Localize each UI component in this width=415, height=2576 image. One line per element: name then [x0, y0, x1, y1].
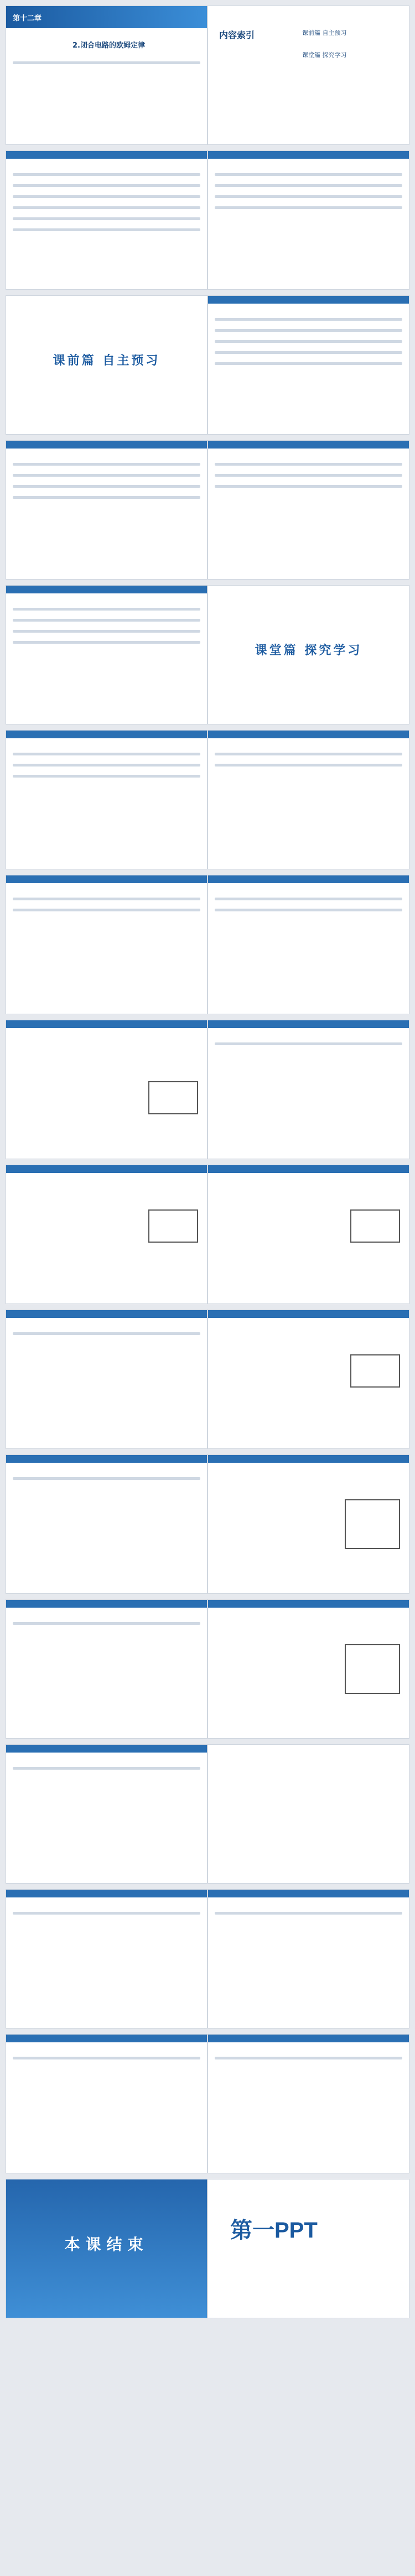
text-line: [215, 909, 402, 911]
section-explore-title: 课堂篇 探究学习: [255, 643, 362, 658]
text-line: [13, 217, 200, 220]
contents-item-preview[interactable]: 课前篇 自主预习: [302, 29, 347, 36]
text-line: [215, 351, 402, 354]
text-line: [13, 206, 200, 209]
slide-bar: [6, 1745, 207, 1753]
lesson-title: 2.闭合电路的欧姆定律: [72, 41, 145, 50]
circuit-diagram: [350, 1209, 400, 1243]
self-test-slide: [6, 585, 208, 724]
text-line: [13, 775, 200, 778]
text-line: [215, 195, 402, 198]
text-line: [13, 195, 200, 198]
slide-bar: [208, 2035, 409, 2042]
text-line: [215, 485, 402, 488]
circuit-diagram: [148, 1081, 198, 1114]
text-line: [13, 485, 200, 488]
end-title: 本课结束: [64, 2235, 149, 2254]
text-line: [13, 1477, 200, 1480]
slide-bar: [6, 1020, 207, 1028]
slide-bar: [6, 151, 207, 159]
text-line: [13, 1332, 200, 1335]
text-line: [215, 764, 402, 766]
text-line: [13, 619, 200, 622]
practice-slide-2: [208, 1889, 409, 2029]
text-line: [215, 898, 402, 900]
slide-bar: [208, 1600, 409, 1608]
blank-slide: [208, 1744, 409, 1884]
practice-slide-1: [6, 1889, 208, 2029]
text-line: [215, 329, 402, 332]
text-line: [215, 1042, 402, 1045]
practice-slide-3: [6, 2034, 208, 2173]
text-line: [13, 2057, 200, 2059]
slide-bar: [208, 151, 409, 159]
text-line: [215, 362, 402, 365]
cover-slide: [6, 6, 208, 145]
text-line: [215, 753, 402, 755]
ui-graph: [345, 1499, 400, 1549]
circuit-slide-4: [208, 1165, 409, 1304]
text-line: [215, 184, 402, 187]
chapter-label: 第十二章: [13, 14, 42, 22]
graph-slide-1: [208, 1454, 409, 1594]
slide-bar: [6, 875, 207, 883]
slide-bar: [6, 441, 207, 449]
text-line: [215, 2057, 402, 2059]
example-slide-5: [6, 1599, 208, 1739]
explore-section-slide: [208, 585, 409, 724]
slide-bar: [6, 2035, 207, 2042]
text-line: [13, 764, 200, 766]
text-line: [13, 173, 200, 176]
ad-slide: [208, 2179, 409, 2318]
slide-bar: [6, 1600, 207, 1608]
summary-slide: [6, 1744, 208, 1884]
text-line: [215, 1912, 402, 1915]
slide-bar: [208, 1310, 409, 1318]
graph-slide-2: [208, 1599, 409, 1739]
section-preview-title: 课前篇 自主预习: [53, 353, 160, 368]
ui-graph: [345, 1644, 400, 1694]
end-slide: [6, 2179, 208, 2318]
text-line: [13, 641, 200, 644]
text-line: [13, 61, 200, 64]
text-line: [13, 753, 200, 755]
slide-bar: [6, 731, 207, 738]
slide-bar: [6, 586, 207, 593]
example-slide-2: [208, 730, 409, 869]
text-line: [215, 340, 402, 343]
slide-bar: [6, 1165, 207, 1173]
slide-bar: [208, 1165, 409, 1173]
practice-slide-4: [208, 2034, 409, 2173]
slide-bar: [208, 1455, 409, 1463]
text-line: [13, 463, 200, 466]
example-slide-3: [6, 875, 208, 1014]
contents-slide: [208, 6, 409, 145]
emf-slide: [208, 295, 409, 435]
cover-banner: [6, 6, 207, 28]
text-line: [13, 184, 200, 187]
goals-slide: [6, 150, 208, 290]
text-line: [13, 474, 200, 477]
text-line: [13, 608, 200, 611]
text-line: [13, 496, 200, 499]
slide-bar: [6, 1310, 207, 1318]
contents-heading: 内容索引: [219, 30, 255, 40]
slide-bar: [208, 296, 409, 304]
text-line: [215, 318, 402, 321]
text-line: [215, 463, 402, 466]
example-slide-1: [6, 730, 208, 869]
example-slide-4: [208, 875, 409, 1014]
text-line: [13, 630, 200, 633]
text-line: [13, 898, 200, 900]
text-line: [13, 1622, 200, 1625]
circuit-slide-2: [208, 1020, 409, 1159]
slide-bar: [6, 1455, 207, 1463]
slide-bar: [208, 1020, 409, 1028]
preview-section-slide: [6, 295, 208, 435]
ppt-logo: 第一PPT: [230, 2218, 318, 2243]
circuit-slide-3: [6, 1165, 208, 1304]
slide-bar: [208, 875, 409, 883]
text-line: [215, 206, 402, 209]
circuit-slide-1: [6, 1020, 208, 1159]
circuit-diagram: [148, 1209, 198, 1243]
slide-bar: [6, 1890, 207, 1897]
slide-bar: [208, 441, 409, 449]
analysis-slide-2: [208, 1310, 409, 1449]
knowledge-slide: [208, 150, 409, 290]
text-line: [13, 1767, 200, 1770]
analysis-slide-3: [6, 1454, 208, 1594]
text-line: [215, 474, 402, 477]
text-line: [13, 909, 200, 911]
text-line: [13, 228, 200, 231]
contents-item-explore[interactable]: 课堂篇 探究学习: [302, 51, 347, 59]
slide-bar: [208, 731, 409, 738]
circuit-diagram: [350, 1354, 400, 1388]
slide-bar: [208, 1890, 409, 1897]
ohm-law-slide: [6, 440, 208, 580]
analysis-slide-1: [6, 1310, 208, 1449]
text-line: [13, 1912, 200, 1915]
terminal-voltage-slide: [208, 440, 409, 580]
text-line: [215, 173, 402, 176]
